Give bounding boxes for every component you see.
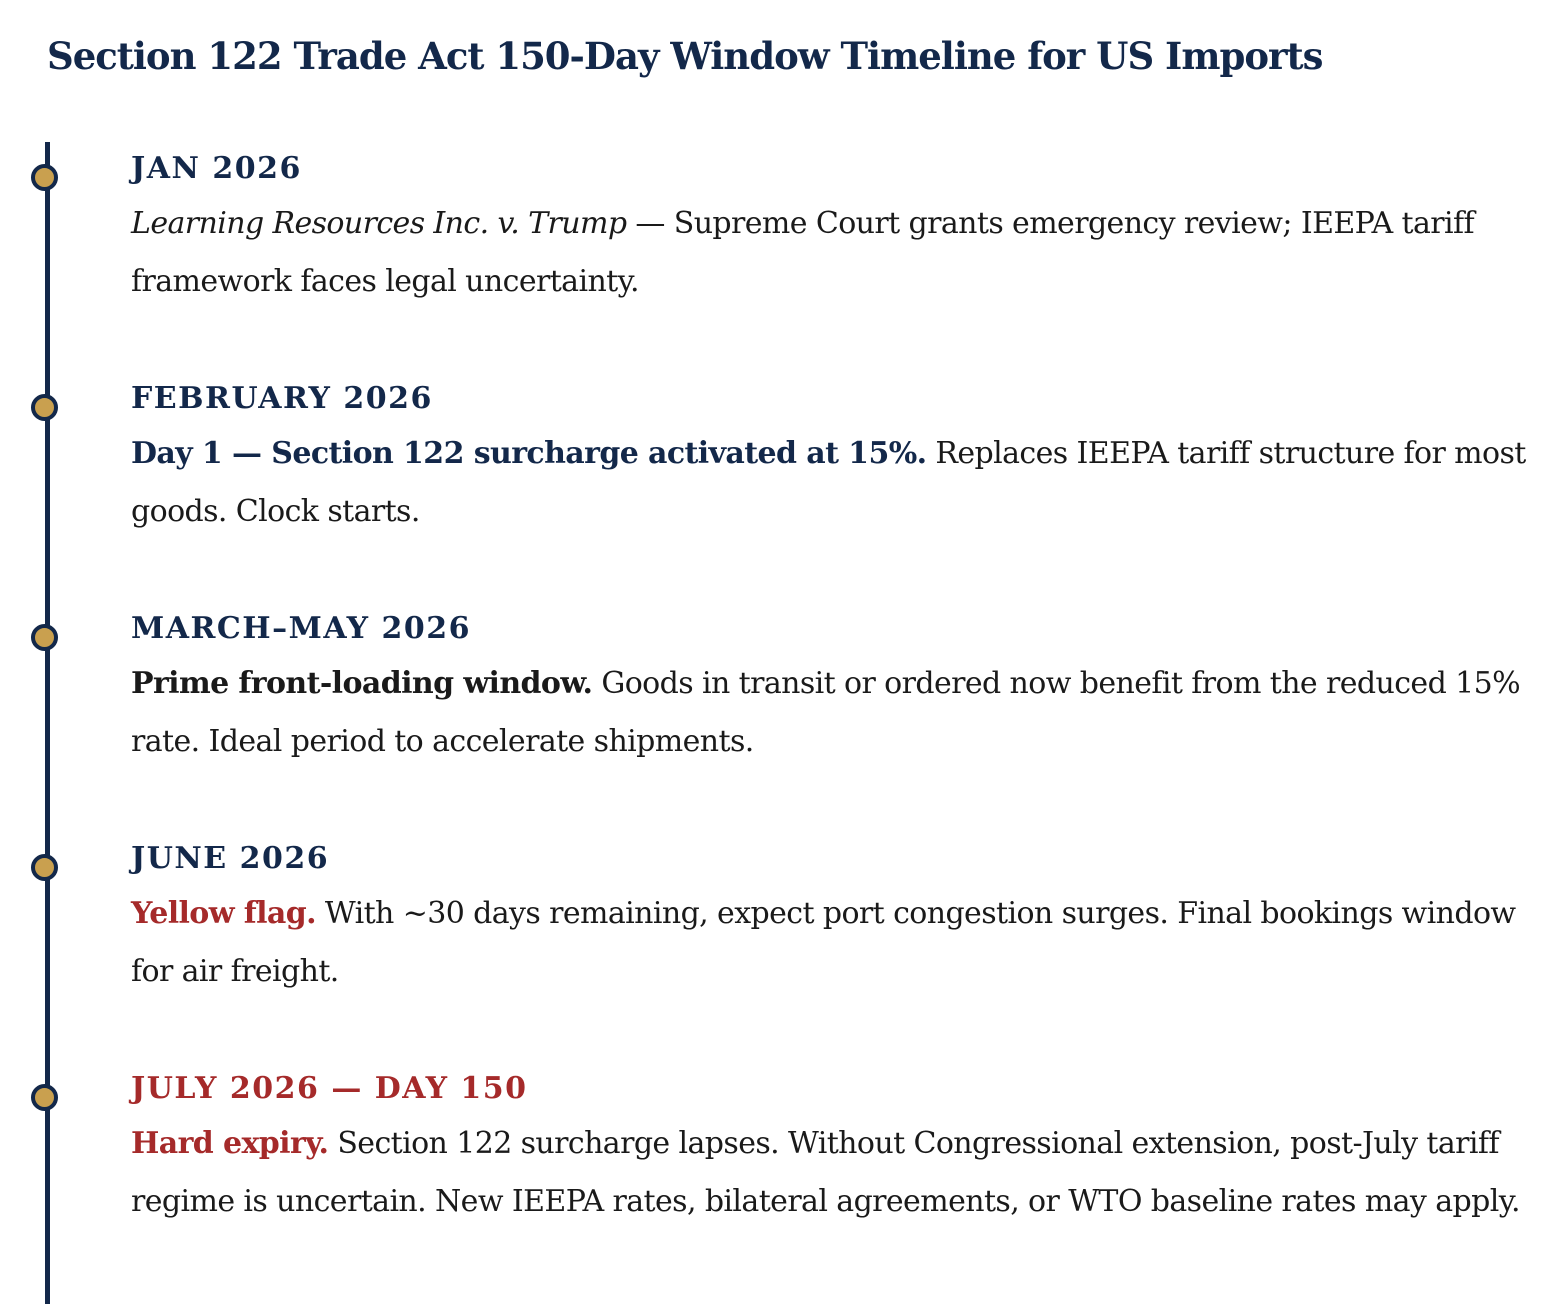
timeline-description <box>131 655 1543 771</box>
timeline-marker-icon <box>31 624 58 651</box>
case-name: Learning Resources Inc. v. Trump <box>131 206 627 241</box>
description-text: Section 122 surcharge lapses. Without Congressional extension, post-July tariff regime is uncertain. New IEEPA rates, bilateral agreements, or WTO baseline rates may apply. <box>131 1126 1520 1219</box>
description-text: Replaces IEEPA tariff structure for most goods. Clock starts. <box>131 436 1526 529</box>
description-lead: Day 1 — Section 122 surcharge activated at 15%. <box>131 436 927 471</box>
timeline-date: MARCH–MAY 2026 <box>131 611 471 646</box>
timeline-date: JULY 2026 — DAY 150 <box>131 1071 528 1106</box>
description-text: — Supreme Court grants emergency review; IEEPA tariff framework faces legal uncertainty. <box>131 206 1475 299</box>
timeline-description <box>131 1115 1543 1231</box>
timeline-marker-icon <box>31 1084 58 1111</box>
timeline-date: FEBRUARY 2026 <box>131 381 433 416</box>
timeline-line <box>45 142 50 1304</box>
description-text: Goods in transit or ordered now benefit from the reduced 15% rate. Ideal period to accelerate shipments. <box>131 666 1521 759</box>
timeline-date: JAN 2026 <box>131 151 302 186</box>
timeline-description <box>131 195 1543 311</box>
timeline-description <box>131 885 1543 1001</box>
description-text: With ~30 days remaining, expect port congestion surges. Final bookings window for air freight. <box>131 896 1516 989</box>
description-lead: Prime front-loading window. <box>131 666 593 701</box>
timeline-date: JUNE 2026 <box>131 841 330 876</box>
timeline-description <box>131 425 1543 541</box>
page-title: Section 122 Trade Act 150-Day Window Timeline for US Imports <box>47 34 1323 78</box>
timeline-marker-icon <box>31 164 58 191</box>
timeline-marker-icon <box>31 394 58 421</box>
timeline-marker-icon <box>31 854 58 881</box>
description-lead: Hard expiry. <box>131 1126 329 1161</box>
description-lead: Yellow flag. <box>131 896 316 931</box>
